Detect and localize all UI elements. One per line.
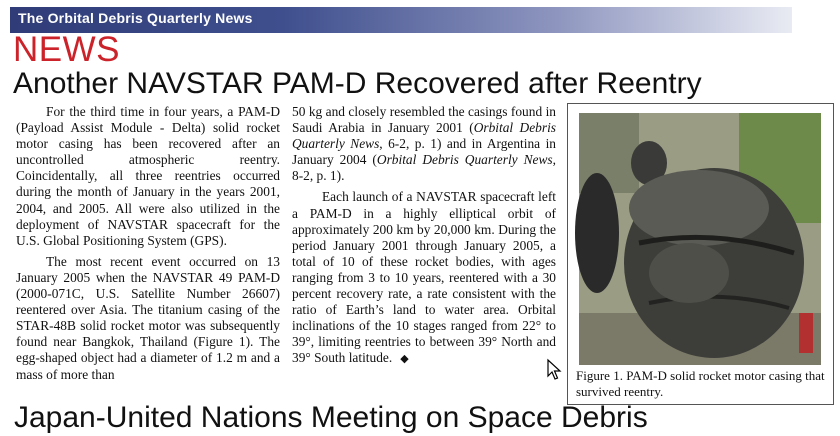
article-column-2 bbox=[292, 104, 556, 373]
text-run: Each launch of a NAVSTAR spacecraft left a PAM-D in a highly elliptical orbit of approximately 200 km by 20,000 km. During the period January 2001 through January 2005, a total of 10 of these rocket bodies, with ages ranging from 3 to 10 years, reentered with a 30 percent recovery rate, a rate consistent with the ratio of Earth’s land to water area. Orbital inclinations of the 10 stages ranged from 22° to 39°, limiting reentries to between 39° North and 39° South latitude. bbox=[292, 189, 556, 366]
citation: Orbital Debris Quarterly News bbox=[292, 120, 557, 152]
paragraph bbox=[292, 189, 556, 367]
section-label: NEWS bbox=[13, 30, 120, 69]
paragraph: The most recent event occurred on 13 January 2005 when the NAVSTAR 49 PAM-D (2000-071C, U.S. Satellite Number 26607) reentered over Asia. The titanium casing of the STAR-48B solid rocket motor was subsequently found near Bangkok, Thailand (Figure 1). The egg-shaped object had a diameter of 1.2 m and a mass of more than bbox=[16, 253, 280, 382]
rocket-casing-photo bbox=[579, 113, 821, 365]
mouse-pointer-icon bbox=[547, 359, 561, 381]
rocket-casing-photo-art bbox=[579, 113, 821, 365]
figure-1 bbox=[567, 103, 834, 405]
text-run: , 8-2, p. 1). bbox=[292, 152, 556, 184]
end-of-article-mark: ◆ bbox=[400, 353, 409, 366]
article-column-1 bbox=[16, 104, 280, 388]
newsletter-header-bar bbox=[10, 7, 792, 33]
figure-caption: Figure 1. PAM-D solid rocket motor casing that survived reentry. bbox=[576, 368, 825, 399]
paragraph: For the third time in four years, a PAM-D (Payload Assist Module - Delta) solid rocket motor casing has been recovered after an uncontrolled atmospheric reentry. Coincidentally, all three reentries occurred during the month of January in the years 2001, 2004, and 2005. All were also utilized in the deployment of NAVSTAR spacecraft for the U.S. Global Positioning System (GPS). bbox=[16, 104, 280, 248]
next-article-headline: Japan-United Nations Meeting on Space Debris bbox=[14, 401, 648, 434]
article-headline: Another NAVSTAR PAM-D Recovered after Reentry bbox=[13, 67, 702, 100]
newsletter-title: The Orbital Debris Quarterly News bbox=[18, 10, 253, 26]
paragraph bbox=[292, 104, 556, 184]
text-run: , 6-2, p. 1) and in Argentina in January 2004 ( bbox=[292, 136, 556, 168]
text-run: 50 kg and closely resembled the casings found in Saudi Arabia in January 2001 ( bbox=[292, 104, 556, 136]
citation: Orbital Debris Quarterly News bbox=[376, 152, 553, 168]
